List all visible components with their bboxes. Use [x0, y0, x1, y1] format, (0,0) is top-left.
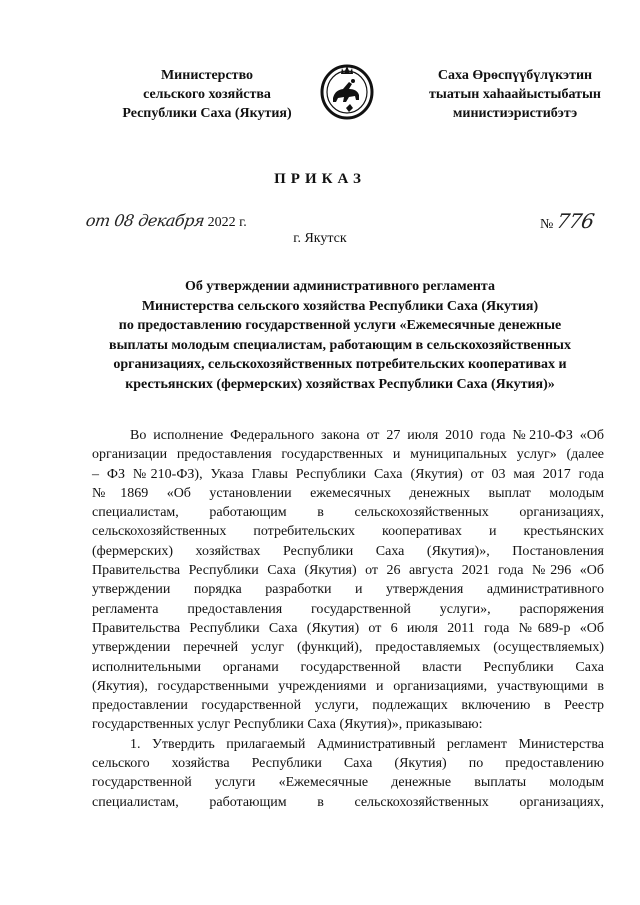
- body-text-line: сельскохозяйственных потребительских кооперативах и крестьянских: [92, 524, 604, 540]
- handwritten-number: 776: [554, 209, 596, 233]
- title-line: организациях, сельскохозяйственных потребительских кооперативах и: [113, 357, 567, 372]
- title-line: Об утверждении административного регламента: [185, 279, 495, 294]
- body-text-line: специалистам, работающим в сельскохозяйственных организациях,: [92, 794, 604, 810]
- body-text-line: утверждении перечней услуг (функций), предоставляемых (осуществляемых): [92, 640, 604, 656]
- yakutia-coat-of-arms-icon: [319, 62, 375, 120]
- body-text-line: Правительства Республики Саха (Якутия) от 6 июля 2011 года №689-р «Об: [92, 620, 604, 636]
- body-text-line: 1. Утвердить прилагаемый Административный регламент Министерства: [130, 736, 604, 752]
- document-city: г. Якутск: [293, 231, 347, 246]
- document-number: [540, 209, 594, 233]
- ministry-name-line: сельского хозяйства: [143, 87, 271, 102]
- body-text-line: исполнительными органами государственной власти Республики Саха: [92, 659, 604, 675]
- body-text-line: – ФЗ №210-ФЗ), Указа Главы Республики Саха (Якутия) от 03 мая 2017 года: [92, 466, 604, 482]
- ministry-name-yakut: [410, 66, 620, 123]
- document-title: [92, 277, 588, 394]
- handwritten-date: от 08 декабря: [84, 211, 206, 230]
- title-line: Министерства сельского хозяйства Республики Саха (Якутия): [141, 298, 539, 314]
- body-text-line: регламента предоставления государственной услуги», распоряжения: [92, 601, 604, 617]
- body-text-line: Во исполнение Федерального закона от 27 июля 2010 года №210-ФЗ «Об: [130, 428, 604, 443]
- title-line: по предоставлению государственной услуги «Ежемесячные денежные: [118, 318, 562, 333]
- ministry-name-line: Министерство: [160, 68, 254, 83]
- document-date: [86, 211, 247, 231]
- body-text-line: №1869 «Об установлении ежемесячных денежных выплат молодым: [92, 485, 604, 501]
- date-year: 2022 г.: [207, 215, 247, 230]
- title-line: крестьянских (фермерских) хозяйствах Республики Саха (Якутия)»: [125, 376, 555, 392]
- body-text-line: Правительства Республики Саха (Якутия) от 26 августа 2021 года №296 «Об: [92, 563, 604, 579]
- number-prefix: №: [540, 217, 554, 232]
- body-text-line: утверждении порядка разработки и утверждения административного: [92, 582, 604, 598]
- body-text-line: сельского хозяйства Республики Саха (Якутия) по предоставлению: [92, 756, 604, 772]
- ministry-name-russian: [102, 66, 312, 123]
- ministry-name-line: Республики Саха (Якутия): [122, 106, 292, 121]
- body-text-line: (Якутия), государственными учреждениями и организациями, участвующими в: [92, 678, 604, 694]
- body-text-line: государственной услуги «Ежемесячные денежные выплаты молодым: [92, 775, 604, 791]
- body-text-line: специалистам, работающим в сельскохозяйственных организациях,: [92, 505, 604, 521]
- body-text-line: государственных услуг Республики Саха (Якутия)», приказываю:: [92, 717, 483, 733]
- ministry-name-line: тыатын хаһаайыстыбатын: [429, 87, 601, 102]
- body-text-line: предоставлении государственной услуги, подлежащих включению в Реестр: [92, 698, 604, 714]
- title-line: выплаты молодым специалистам, работающим в сельскохозяйственных: [109, 337, 571, 353]
- ministry-name-line: министиэристибэтэ: [452, 106, 578, 121]
- ministry-name-line: Саха Өрөспүүбүлүкэтин: [437, 68, 593, 83]
- body-text-line: (фермерских) хозяйствах Республики Саха (Якутия)», Постановления: [92, 543, 604, 559]
- document-body: [92, 426, 604, 812]
- body-text-line: организации предоставления государственных и муниципальных услуг» (далее: [92, 447, 604, 463]
- document-type-heading: ПРИКАЗ: [274, 171, 366, 187]
